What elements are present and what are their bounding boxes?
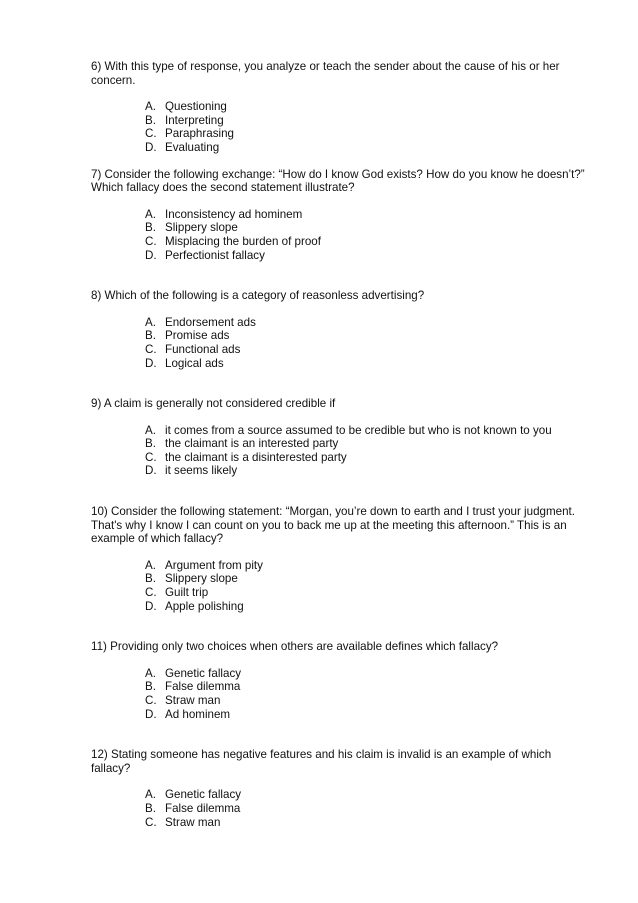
option-letter: D. xyxy=(145,140,157,154)
answer-option xyxy=(145,708,591,722)
option-letter: A. xyxy=(145,666,156,680)
question-text: 9) A claim is generally not considered credible if xyxy=(91,397,336,411)
answer-option xyxy=(145,141,591,155)
option-letter: B. xyxy=(145,801,156,815)
option-text: it seems likely xyxy=(165,464,238,478)
option-text: Promise ads xyxy=(165,329,230,343)
question-text: 11) Providing only two choices when others are available defines which fallacy? xyxy=(91,640,499,654)
option-text: Perfectionist fallacy xyxy=(165,248,265,262)
option-text: False dilemma xyxy=(165,680,241,694)
answer-option xyxy=(145,114,591,128)
option-letter: C. xyxy=(145,586,157,600)
option-text: Misplacing the burden of proof xyxy=(165,234,321,248)
option-letter: B. xyxy=(145,329,156,343)
answer-options xyxy=(91,208,591,262)
option-text: Genetic fallacy xyxy=(165,788,242,802)
option-letter: D. xyxy=(145,464,157,478)
option-text: Straw man xyxy=(165,815,221,829)
option-text: Slippery slope xyxy=(165,572,238,586)
answer-option xyxy=(145,221,591,235)
answer-option xyxy=(145,424,591,438)
answer-option xyxy=(145,572,591,586)
option-letter: B. xyxy=(145,572,156,586)
option-text: Straw man xyxy=(165,694,221,707)
question-8 xyxy=(91,289,591,370)
answer-option xyxy=(145,329,591,343)
option-letter: A. xyxy=(145,558,156,572)
answer-options xyxy=(91,424,591,478)
option-text: it comes from a source assumed to be credible but who is not known to you xyxy=(165,423,552,437)
option-letter: B. xyxy=(145,437,156,451)
option-letter: D. xyxy=(145,707,157,721)
answer-options xyxy=(91,316,591,370)
document-page xyxy=(91,60,591,829)
option-letter: C. xyxy=(145,127,157,141)
answer-option xyxy=(145,816,591,830)
option-text: Apple polishing xyxy=(165,599,244,613)
answer-option xyxy=(145,437,591,451)
answer-option xyxy=(145,559,591,573)
option-letter: C. xyxy=(145,342,157,356)
question-text: 12) Stating someone has negative features and his claim is invalid is an example of which fallacy? xyxy=(91,748,552,775)
question-text: 8) Which of the following is a category of reasonless advertising? xyxy=(91,289,425,303)
option-text: the claimant is a disinterested party xyxy=(165,450,347,464)
option-letter: C. xyxy=(145,450,157,464)
option-letter: A. xyxy=(145,315,156,329)
answer-options xyxy=(91,100,591,154)
option-letter: C. xyxy=(145,694,157,707)
answer-option xyxy=(145,235,591,249)
option-text: Logical ads xyxy=(165,356,224,370)
answer-option xyxy=(145,343,591,357)
answer-option xyxy=(145,586,591,600)
option-letter: C. xyxy=(145,234,157,248)
option-text: Slippery slope xyxy=(165,221,238,235)
option-letter: A. xyxy=(145,788,156,802)
answer-option xyxy=(145,464,591,478)
question-9 xyxy=(91,397,591,478)
answer-option xyxy=(145,208,591,222)
option-letter: B. xyxy=(145,680,156,694)
answer-option xyxy=(145,357,591,371)
option-letter: D. xyxy=(145,248,157,262)
option-text: Argument from pity xyxy=(165,558,263,572)
option-text: Questioning xyxy=(165,100,227,114)
option-letter: A. xyxy=(145,100,156,114)
option-letter: B. xyxy=(145,113,156,127)
option-letter: C. xyxy=(145,815,157,829)
answer-option xyxy=(145,127,591,141)
option-text: Interpreting xyxy=(165,113,224,127)
answer-options xyxy=(91,559,591,613)
option-text: Evaluating xyxy=(165,140,220,154)
option-text: False dilemma xyxy=(165,801,241,815)
answer-option xyxy=(145,788,591,802)
question-text: 6) With this type of response, you analyze or teach the sender about the cause of his or her concern. xyxy=(91,60,560,87)
answer-options xyxy=(91,788,591,829)
answer-option xyxy=(145,600,591,614)
question-12 xyxy=(91,748,591,829)
question-7 xyxy=(91,168,591,263)
answer-option xyxy=(145,802,591,816)
question-11 xyxy=(91,640,591,721)
question-6 xyxy=(91,60,591,155)
answer-option xyxy=(145,451,591,465)
option-text: Paraphrasing xyxy=(165,127,234,141)
option-letter: A. xyxy=(145,207,156,221)
option-letter: D. xyxy=(145,599,157,613)
question-text: 10) Consider the following statement: “Morgan, you’re down to earth and I trust your judgment. That's why I know I can count on you to back me up at the meeting this afternoon.” This is an example of which fallacy? xyxy=(91,505,575,546)
question-10 xyxy=(91,505,591,613)
option-text: Ad hominem xyxy=(165,707,231,721)
answer-option xyxy=(145,249,591,263)
answer-options xyxy=(91,667,591,721)
question-text: 7) Consider the following exchange: “How do I know God exists? How do you know he doesn’t?” Which fallacy does the second statement illustrate? xyxy=(91,167,585,195)
option-letter: A. xyxy=(145,423,156,437)
option-text: Genetic fallacy xyxy=(165,666,242,680)
answer-option xyxy=(145,694,591,708)
option-letter: B. xyxy=(145,221,156,235)
answer-option xyxy=(145,100,591,114)
option-text: the claimant is an interested party xyxy=(165,437,339,451)
option-letter: D. xyxy=(145,356,157,370)
option-text: Endorsement ads xyxy=(165,315,256,329)
answer-option xyxy=(145,667,591,681)
option-text: Guilt trip xyxy=(165,586,209,600)
option-text: Inconsistency ad hominem xyxy=(165,207,303,221)
answer-option xyxy=(145,680,591,694)
option-text: Functional ads xyxy=(165,342,241,356)
answer-option xyxy=(145,316,591,330)
